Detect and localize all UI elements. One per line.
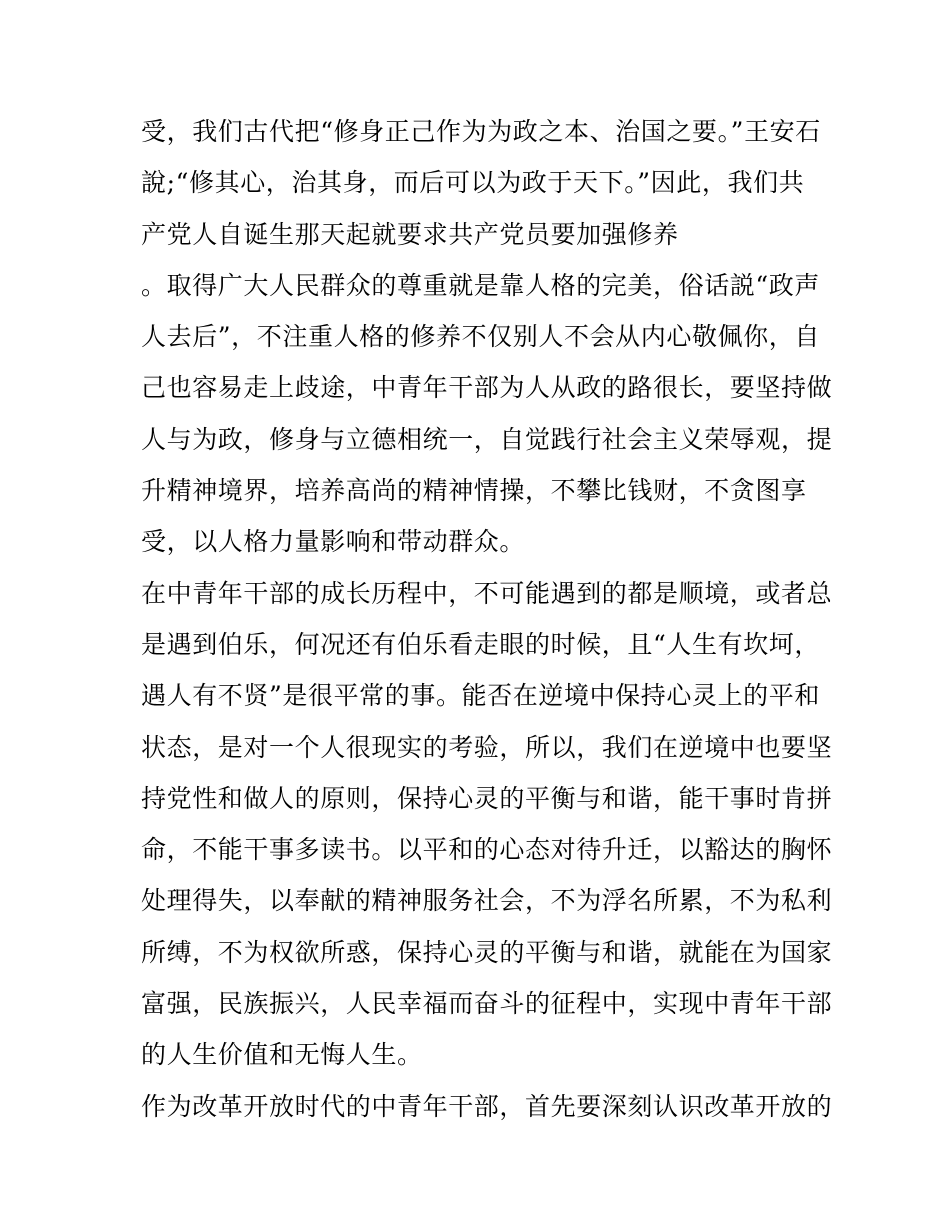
- text-line: 作为改革开放时代的中青年干部，首先要深刻认识改革开放的: [141, 1091, 833, 1121]
- text-line: 。取得广大人民群众的尊重就是靠人格的完美，俗话説“政声: [141, 270, 820, 300]
- text-line: 的人生价值和无悔人生。: [141, 1040, 423, 1070]
- text-line: 所缚，不为权欲所惑，保持心灵的平衡与和谐，就能在为国家: [141, 937, 833, 967]
- text-line: 遇人有不贤”是很平常的事。能否在逆境中保持心灵上的平和: [141, 681, 820, 711]
- text-line: 是遇到伯乐，何况还有伯乐看走眼的时候，且“人生有坎坷，: [141, 629, 820, 659]
- text-line: 己也容易走上歧途，中青年干部为人从政的路很长，要坚持做: [141, 373, 833, 403]
- text-line: 命，不能干事多读书。以平和的心态对待升迁，以豁达的胸怀: [141, 835, 833, 865]
- text-line: 持党性和做人的原则，保持心灵的平衡与和谐，能干事时肯拼: [141, 783, 833, 813]
- text-line: 人去后”，不注重人格的修养不仅别人不会从内心敬佩你，自: [141, 322, 820, 352]
- text-line: 受，以人格力量影响和带动群众。: [141, 527, 526, 557]
- text-line: 受，我们古代把“修身正己作为为政之本、治国之要。”王安石: [141, 117, 821, 146]
- text-line: 产党人自诞生那天起就要求共产党员要加强修养: [141, 219, 679, 249]
- text-line: 人与为政，修身与立德相统一，自觉践行社会主义荣辱观，提: [141, 424, 833, 454]
- text-line: 在中青年干部的成长历程中，不可能遇到的都是顺境，或者总: [141, 578, 833, 608]
- text-line: 处理得失，以奉献的精神服务社会，不为浮名所累，不为私利: [141, 886, 833, 916]
- text-line: 說;“修其心，治其身，而后可以为政于天下。”因此，我们共: [141, 168, 805, 198]
- text-line: 升精神境界，培养高尚的精神情操，不攀比钱财，不贪图享: [141, 476, 807, 506]
- text-line: 富强，民族振兴，人民幸福而奋斗的征程中，实现中青年干部: [141, 989, 833, 1019]
- text-line: 状态，是对一个人很现实的考验，所以，我们在逆境中也要坚: [141, 732, 833, 762]
- body-text: [141, 106, 833, 1132]
